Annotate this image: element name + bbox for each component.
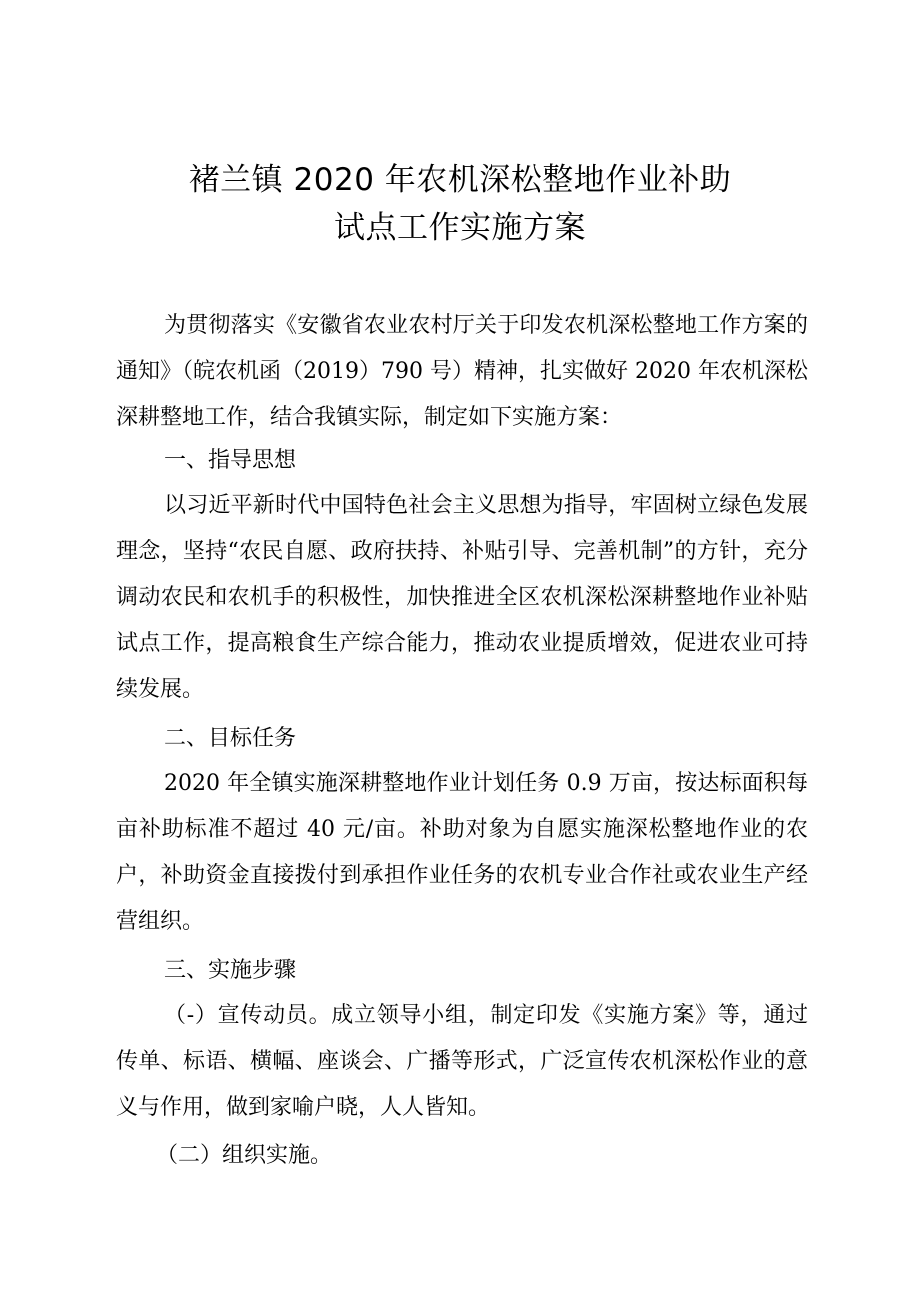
- intro-paragraph: 为贯彻落实《安徽省农业农村厅关于印发农机深松整地工作方案的通知》（皖农机函（2019）790 号）精神，扎实做好 2020 年农机深松深耕整地工作，结合我镇实际，制定如下实施方案：: [116, 313, 808, 430]
- section-heading-implementation-steps: 三、实施步骤: [164, 958, 297, 983]
- section-body-target-tasks: 2020 年全镇实施深耕整地作业计划任务 0.9 万亩，按达标面积每亩补助标准不超过 40 元/亩。补助对象为自愿实施深松整地作业的农户，补助资金直接拨付到承担作业任务的农机专业合作社或农业生产经营组织。: [116, 771, 808, 934]
- subheading-organize-implementation: （二）组织实施。: [156, 1143, 333, 1168]
- section-heading-target-tasks: 二、目标任务: [164, 726, 297, 751]
- section-body-implementation-steps: （-）宣传动员。成立领导小组，制定印发《实施方案》等，通过传单、标语、横幅、座谈会、广播等形式，广泛宣传农机深松作业的意义与作用，做到家喻户晓，人人皆知。: [116, 1003, 808, 1120]
- document-title-line-2: 试点工作实施方案: [334, 210, 586, 246]
- section-heading-guiding-thought: 一、指导思想: [164, 448, 297, 473]
- document-title-line-1: 褚兰镇 2020 年农机深松整地作业补助: [188, 162, 732, 198]
- section-body-guiding-thought: 以习近平新时代中国特色社会主义思想为指导，牢固树立绿色发展理念，坚持“农民自愿、政府扶持、补贴引导、完善机制”的方针，充分调动农民和农机手的积极性，加快推进全区农机深松深耕整地作业补贴试点工作，提高粮食生产综合能力，推动农业提质增效，促进农业可持续发展。: [116, 493, 808, 702]
